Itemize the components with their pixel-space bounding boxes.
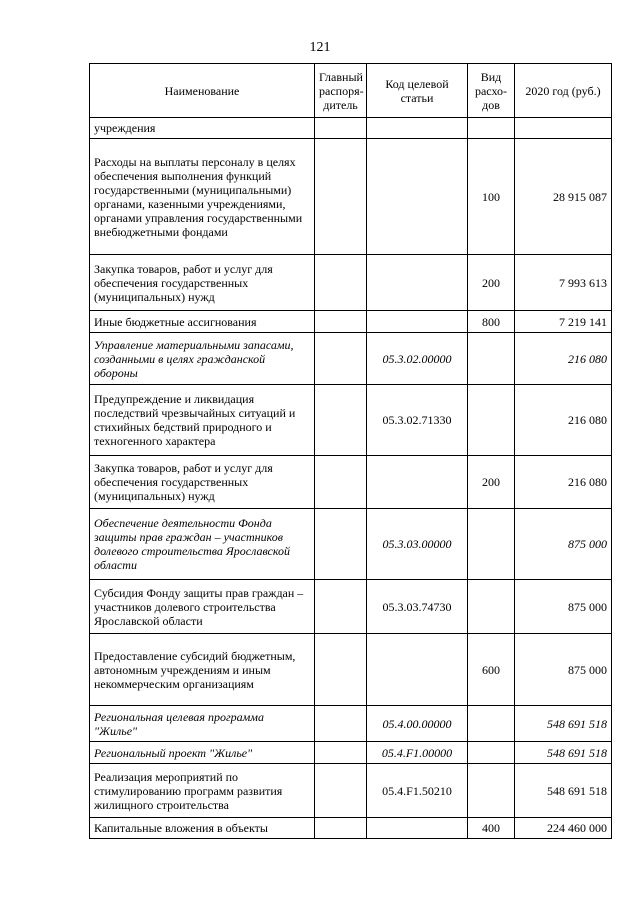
table-row	[90, 333, 612, 385]
cell-expense-type	[468, 580, 515, 634]
cell-target-code: 05.3.03.74730	[367, 580, 468, 634]
table-row	[90, 118, 612, 139]
cell-administrator	[315, 118, 367, 139]
page-number: 121	[309, 40, 331, 55]
cell-administrator	[315, 385, 367, 456]
cell-name: Реализация мероприятий по стимулированию программ развития жилищного строительства	[90, 764, 315, 818]
cell-target-code	[367, 139, 468, 255]
cell-expense-type: 200	[468, 255, 515, 311]
cell-administrator	[315, 742, 367, 764]
cell-target-code	[367, 118, 468, 139]
cell-amount: 224 460 000	[515, 818, 612, 839]
cell-amount: 28 915 087	[515, 139, 612, 255]
cell-target-code: 05.4.00.00000	[367, 706, 468, 742]
cell-administrator	[315, 333, 367, 385]
table-row	[90, 311, 612, 333]
cell-administrator	[315, 580, 367, 634]
table-row	[90, 818, 612, 839]
cell-administrator	[315, 456, 367, 509]
cell-amount: 875 000	[515, 580, 612, 634]
header-target-code: Код целевой статьи	[367, 64, 468, 118]
table-row	[90, 634, 612, 706]
cell-name: Региональный проект "Жилье"	[90, 742, 315, 764]
cell-expense-type: 200	[468, 456, 515, 509]
cell-target-code: 05.3.03.00000	[367, 509, 468, 580]
cell-target-code	[367, 456, 468, 509]
cell-target-code: 05.3.02.71330	[367, 385, 468, 456]
cell-expense-type: 600	[468, 634, 515, 706]
cell-administrator	[315, 509, 367, 580]
cell-amount: 216 080	[515, 456, 612, 509]
cell-administrator	[315, 818, 367, 839]
cell-name: Обеспечение деятельности Фонда защиты прав граждан – участников долевого строительства Ярославской области	[90, 509, 315, 580]
budget-table	[89, 63, 612, 839]
cell-name: Субсидия Фонду защиты прав граждан – участников долевого строительства Ярославской области	[90, 580, 315, 634]
cell-amount: 548 691 518	[515, 764, 612, 818]
table-header-row	[90, 64, 612, 118]
cell-expense-type	[468, 333, 515, 385]
header-name: Наименование	[90, 64, 315, 118]
cell-expense-type	[468, 764, 515, 818]
cell-name: Управление материальными запасами, созданными в целях гражданской обороны	[90, 333, 315, 385]
cell-expense-type	[468, 509, 515, 580]
cell-target-code: 05.4.F1.00000	[367, 742, 468, 764]
cell-name: Расходы на выплаты персоналу в целях обеспечения выполнения функций государственными (муниципальными) органами, казенными учреждениями, органами управления государственными внебюджетными фондами	[90, 139, 315, 255]
cell-expense-type	[468, 706, 515, 742]
header-amount: 2020 год (руб.)	[515, 64, 612, 118]
cell-target-code	[367, 818, 468, 839]
cell-expense-type: 800	[468, 311, 515, 333]
cell-name: Капитальные вложения в объекты	[90, 818, 315, 839]
cell-expense-type: 100	[468, 139, 515, 255]
cell-amount: 548 691 518	[515, 742, 612, 764]
cell-name: Региональная целевая программа "Жилье"	[90, 706, 315, 742]
table-row	[90, 456, 612, 509]
cell-amount: 216 080	[515, 385, 612, 456]
cell-amount: 7 219 141	[515, 311, 612, 333]
cell-name: Иные бюджетные ассигнования	[90, 311, 315, 333]
table-row	[90, 139, 612, 255]
table-row	[90, 706, 612, 742]
cell-amount: 548 691 518	[515, 706, 612, 742]
table-row	[90, 580, 612, 634]
cell-expense-type: 400	[468, 818, 515, 839]
cell-administrator	[315, 311, 367, 333]
cell-target-code	[367, 634, 468, 706]
cell-name: Закупка товаров, работ и услуг для обеспечения государственных (муниципальных) нужд	[90, 255, 315, 311]
cell-administrator	[315, 634, 367, 706]
table-row	[90, 742, 612, 764]
cell-administrator	[315, 706, 367, 742]
table-row	[90, 764, 612, 818]
cell-amount: 875 000	[515, 509, 612, 580]
header-expense-type: Вид расхо-дов	[468, 64, 515, 118]
cell-name: Предоставление субсидий бюджетным, автономным учреждениям и иным некоммерческим организациям	[90, 634, 315, 706]
table-row	[90, 255, 612, 311]
cell-expense-type	[468, 385, 515, 456]
cell-administrator	[315, 255, 367, 311]
table-row	[90, 509, 612, 580]
cell-target-code	[367, 255, 468, 311]
cell-target-code: 05.3.02.00000	[367, 333, 468, 385]
cell-amount	[515, 118, 612, 139]
cell-name: Закупка товаров, работ и услуг для обеспечения государственных (муниципальных) нужд	[90, 456, 315, 509]
cell-administrator	[315, 139, 367, 255]
cell-target-code: 05.4.F1.50210	[367, 764, 468, 818]
cell-amount: 875 000	[515, 634, 612, 706]
cell-expense-type	[468, 118, 515, 139]
cell-target-code	[367, 311, 468, 333]
cell-expense-type	[468, 742, 515, 764]
cell-name: учреждения	[90, 118, 315, 139]
cell-name: Предупреждение и ликвидация последствий чрезвычайных ситуаций и стихийных бедствий природного и техногенного характера	[90, 385, 315, 456]
header-administrator: Главный распоря-дитель	[315, 64, 367, 118]
cell-amount: 7 993 613	[515, 255, 612, 311]
table-body	[90, 118, 612, 839]
cell-amount: 216 080	[515, 333, 612, 385]
cell-administrator	[315, 764, 367, 818]
table-row	[90, 385, 612, 456]
